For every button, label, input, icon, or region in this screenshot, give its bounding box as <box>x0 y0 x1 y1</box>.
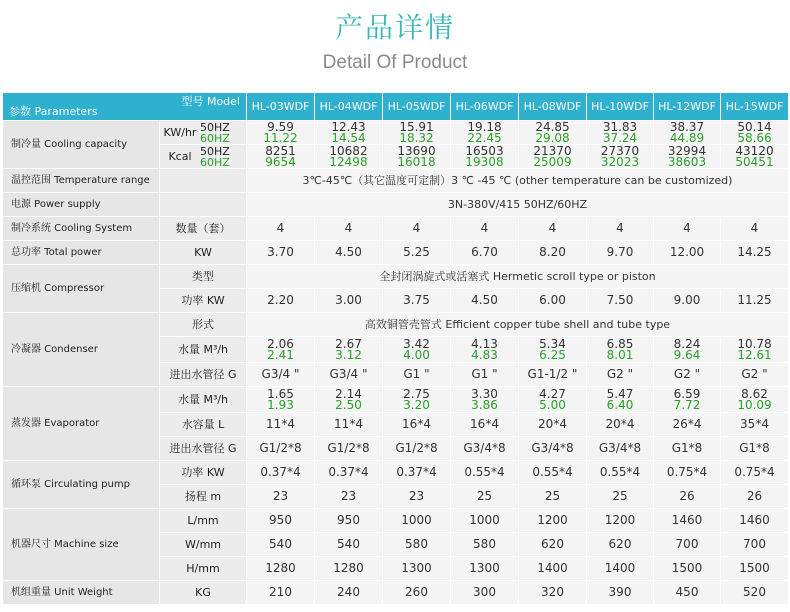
evaporator-volume-cell: 11*4 <box>247 413 315 437</box>
cooling-kcal-value-a: 16503 <box>465 144 504 158</box>
size-h-cell: 1280 <box>247 557 315 581</box>
compressor-power-cell: 2.20 <box>247 289 315 313</box>
evaporator-flow-value-a: 2.75 <box>403 386 430 401</box>
evaporator-flow-value-b: 3.86 <box>471 397 498 412</box>
kcal-unit-cell <box>160 145 247 169</box>
evaporator-flow-cell <box>451 387 519 413</box>
cooling-kw-cell <box>383 121 451 145</box>
total-power-cell: 9.70 <box>587 241 654 265</box>
pump-head-cell: 23 <box>247 485 315 509</box>
evaporator-pipe-cell: G1/2*8 <box>247 437 315 461</box>
hz50-label: 50HZ <box>200 120 230 134</box>
evaporator-pipe-cell: G1/2*8 <box>383 437 451 461</box>
cooling-kw-value-a: 50.14 <box>737 120 772 134</box>
page-title: 产品详情 <box>334 11 455 44</box>
unit-weight-label: 机组重量 Unit Weight <box>3 581 160 605</box>
cooling-system-cell: 4 <box>654 217 721 241</box>
compressor-power-cell: 9.00 <box>654 289 721 313</box>
condenser-pipe-cell: G1-1/2 " <box>519 363 587 387</box>
evaporator-flow-value-a: 8.62 <box>741 386 768 401</box>
cooling-kcal-value-b: 9654 <box>265 154 296 169</box>
size-h-cell: 1280 <box>315 557 383 581</box>
table-row <box>3 461 789 485</box>
evaporator-flow-cell <box>383 387 451 413</box>
cooling-system-sub: 数量（套） <box>160 217 247 241</box>
evaporator-flow-value-a: 1.65 <box>267 386 294 401</box>
size-l-cell: 950 <box>247 509 315 533</box>
evaporator-volume-sub: 水容量 L <box>160 413 247 437</box>
pump-head-cell: 25 <box>587 485 654 509</box>
evaporator-flow-value-a: 4.27 <box>539 386 566 401</box>
size-w-cell: 540 <box>315 533 383 557</box>
cooling-kcal-value-b: 32023 <box>600 154 640 169</box>
evaporator-flow-value-b: 10.09 <box>737 397 772 412</box>
size-h-cell: 1400 <box>519 557 587 581</box>
size-l-cell: 1000 <box>383 509 451 533</box>
table-row <box>3 93 789 121</box>
compressor-type-sub: 类型 <box>160 265 247 289</box>
evaporator-pipe-cell: G1/2*8 <box>315 437 383 461</box>
evaporator-flow-cell <box>721 387 789 413</box>
total-power-cell: 4.50 <box>315 241 383 265</box>
cooling-kcal-value-b: 50451 <box>735 154 774 169</box>
size-h-cell: 1400 <box>587 557 654 581</box>
cooling-system-cell: 4 <box>383 217 451 241</box>
cooling-kw-value-b: 44.89 <box>669 130 705 145</box>
evaporator-flow-value-b: 5.00 <box>539 397 566 412</box>
compressor-power-sub: 功率 KW <box>160 289 247 313</box>
total-power-cell: 8.20 <box>519 241 587 265</box>
cooling-kcal-cell <box>519 145 587 169</box>
cooling-kw-value-b: 18.32 <box>399 130 434 145</box>
evaporator-flow-value-a: 6.59 <box>673 386 701 401</box>
condenser-flow-cell <box>519 337 587 363</box>
condenser-flow-value-b: 2.41 <box>267 347 294 362</box>
cooling-kcal-cell <box>451 145 519 169</box>
power-supply-label: 电源 Power supply <box>3 193 160 217</box>
evaporator-pipe-sub: 进出水管径 G <box>160 437 247 461</box>
hz-stack <box>200 146 230 168</box>
cooling-system-cell: 4 <box>587 217 654 241</box>
cooling-kw-cell <box>451 121 519 145</box>
table-row <box>3 193 789 217</box>
condenser-flow-sub: 水量 M³/h <box>160 337 247 363</box>
size-h-sub: H/mm <box>160 557 247 581</box>
cooling-kcal-cell <box>721 145 789 169</box>
condenser-flow-value-b: 8.01 <box>606 347 634 362</box>
pump-power-cell: 0.75*4 <box>654 461 721 485</box>
compressor-label: 压缩机 Compressor <box>3 265 160 313</box>
table-row <box>3 509 789 533</box>
evaporator-flow-value-b: 3.20 <box>403 397 430 412</box>
cooling-kw-cell <box>315 121 383 145</box>
model-header: HL-15WDF <box>721 93 789 121</box>
size-w-cell: 540 <box>247 533 315 557</box>
cooling-kw-value-b: 37.24 <box>602 130 638 145</box>
evaporator-pipe-cell: G3/4*8 <box>587 437 654 461</box>
unit-weight-sub: KG <box>160 581 247 605</box>
compressor-power-cell: 4.50 <box>451 289 519 313</box>
page-subtitle: Detail Of Product <box>322 52 468 73</box>
pump-power-cell: 0.37*4 <box>247 461 315 485</box>
total-power-cell: 5.25 <box>383 241 451 265</box>
cooling-kw-value-a: 24.85 <box>535 120 570 134</box>
table-row <box>3 217 789 241</box>
condenser-flow-value-a: 5.34 <box>539 336 566 351</box>
unit-weight-cell: 320 <box>519 581 587 605</box>
total-power-cell: 3.70 <box>247 241 315 265</box>
compressor-type-value: 全封闭涡旋式或活塞式 Hermetic scroll type or piston <box>247 265 789 289</box>
evaporator-volume-cell: 35*4 <box>721 413 789 437</box>
table-row <box>3 241 789 265</box>
pump-head-sub: 扬程 m <box>160 485 247 509</box>
condenser-pipe-cell: G1 " <box>383 363 451 387</box>
cooling-kw-cell <box>519 121 587 145</box>
model-header: HL-03WDF <box>247 93 315 121</box>
evaporator-volume-cell: 11*4 <box>315 413 383 437</box>
cooling-kw-value-a: 19.18 <box>467 120 502 134</box>
evaporator-flow-value-b: 1.93 <box>267 397 294 412</box>
pump-head-cell: 26 <box>721 485 789 509</box>
unit-weight-cell: 240 <box>315 581 383 605</box>
size-l-cell: 950 <box>315 509 383 533</box>
condenser-form-sub: 形式 <box>160 313 247 337</box>
condenser-label: 冷凝器 Condenser <box>3 313 160 387</box>
size-w-cell: 620 <box>587 533 654 557</box>
evaporator-flow-value-a: 2.14 <box>335 386 362 401</box>
evaporator-volume-cell: 20*4 <box>519 413 587 437</box>
cooling-kcal-value-b: 12498 <box>329 154 368 169</box>
condenser-flow-cell <box>315 337 383 363</box>
condenser-flow-cell <box>247 337 315 363</box>
evaporator-pipe-cell: G1*8 <box>654 437 721 461</box>
evaporator-label: 蒸发器 Evaporator <box>3 387 160 461</box>
machine-size-label: 机器尺寸 Machine size <box>3 509 160 581</box>
cooling-kcal-value-b: 25009 <box>533 154 572 169</box>
temperature-value: 3℃-45℃（其它温度可定制）3 ℃ -45 ℃ (other temperature can be customized) <box>247 169 789 193</box>
condenser-pipe-cell: G2 " <box>587 363 654 387</box>
condenser-flow-cell <box>451 337 519 363</box>
cooling-kcal-value-a: 8251 <box>265 144 296 158</box>
pump-power-cell: 0.55*4 <box>587 461 654 485</box>
compressor-power-cell: 7.50 <box>587 289 654 313</box>
unit-weight-cell: 210 <box>247 581 315 605</box>
total-power-cell: 12.00 <box>654 241 721 265</box>
model-header: HL-08WDF <box>519 93 587 121</box>
pump-head-cell: 26 <box>654 485 721 509</box>
condenser-flow-value-b: 12.61 <box>737 347 772 362</box>
hz60-label: 60HZ <box>200 155 230 169</box>
compressor-power-cell: 6.00 <box>519 289 587 313</box>
condenser-flow-cell <box>721 337 789 363</box>
model-header: HL-05WDF <box>383 93 451 121</box>
cooling-system-cell: 4 <box>721 217 789 241</box>
evaporator-volume-cell: 16*4 <box>451 413 519 437</box>
cooling-kcal-cell <box>315 145 383 169</box>
size-l-cell: 1200 <box>519 509 587 533</box>
unit-weight-cell: 390 <box>587 581 654 605</box>
cooling-kw-value-a: 9.59 <box>267 120 294 134</box>
size-l-cell: 1200 <box>587 509 654 533</box>
cooling-system-label: 制冷系统 Cooling System <box>3 217 160 241</box>
size-h-cell: 1300 <box>451 557 519 581</box>
cooling-kw-value-a: 38.37 <box>669 120 705 134</box>
condenser-flow-value-a: 8.24 <box>673 336 701 351</box>
hz-stack <box>200 122 230 144</box>
condenser-flow-value-a: 3.42 <box>403 336 430 351</box>
cooling-kcal-cell <box>654 145 721 169</box>
table-row <box>3 169 789 193</box>
cooling-kcal-value-b: 19308 <box>465 154 504 169</box>
cooling-kcal-value-a: 32994 <box>667 144 707 158</box>
evaporator-flow-cell <box>247 387 315 413</box>
cooling-kcal-value-b: 16018 <box>397 154 436 169</box>
cooling-kw-value-b: 29.08 <box>535 130 570 145</box>
model-header: HL-06WDF <box>451 93 519 121</box>
total-power-cell: 14.25 <box>721 241 789 265</box>
evaporator-volume-cell: 16*4 <box>383 413 451 437</box>
condenser-pipe-cell: G3/4 " <box>315 363 383 387</box>
condenser-flow-value-b: 4.83 <box>471 347 498 362</box>
spec-table <box>2 92 789 605</box>
condenser-pipe-cell: G2 " <box>654 363 721 387</box>
cooling-capacity-label: 制冷量 Cooling capacity <box>3 121 160 169</box>
condenser-pipe-cell: G3/4 " <box>247 363 315 387</box>
cooling-kcal-value-a: 27370 <box>600 144 640 158</box>
cooling-kw-value-b: 58.66 <box>737 130 772 145</box>
hz50-label: 50HZ <box>200 144 230 158</box>
pump-power-cell: 0.37*4 <box>383 461 451 485</box>
compressor-power-cell: 11.25 <box>721 289 789 313</box>
cooling-kcal-value-a: 13690 <box>397 144 436 158</box>
kw-unit-cell <box>160 121 247 145</box>
pump-label: 循环泵 Circulating pump <box>3 461 160 509</box>
cooling-kcal-value-a: 21370 <box>533 144 572 158</box>
cooling-kcal-value-b: 38603 <box>667 154 707 169</box>
pump-power-cell: 0.55*4 <box>451 461 519 485</box>
condenser-flow-cell <box>587 337 654 363</box>
total-power-sub: KW <box>160 241 247 265</box>
pump-power-sub: 功率 KW <box>160 461 247 485</box>
kw-unit: KW/hr <box>163 126 197 139</box>
condenser-pipe-cell: G1 " <box>451 363 519 387</box>
table-row <box>3 313 789 337</box>
cooling-kcal-cell <box>247 145 315 169</box>
evaporator-flow-value-b: 6.40 <box>606 397 634 412</box>
cooling-system-cell: 4 <box>315 217 383 241</box>
evaporator-flow-cell <box>519 387 587 413</box>
pump-power-cell: 0.37*4 <box>315 461 383 485</box>
evaporator-volume-cell: 26*4 <box>654 413 721 437</box>
table-row <box>3 581 789 605</box>
cooling-system-cell: 4 <box>451 217 519 241</box>
power-supply-value: 3N-380V/415 50HZ/60HZ <box>247 193 789 217</box>
size-w-cell: 620 <box>519 533 587 557</box>
power-supply-sub <box>160 193 247 217</box>
unit-weight-cell: 300 <box>451 581 519 605</box>
cooling-kw-cell <box>654 121 721 145</box>
compressor-power-cell: 3.75 <box>383 289 451 313</box>
cooling-kw-cell <box>721 121 789 145</box>
model-header: HL-04WDF <box>315 93 383 121</box>
total-power-cell: 6.70 <box>451 241 519 265</box>
cooling-kw-value-a: 15.91 <box>399 120 434 134</box>
evaporator-flow-value-a: 5.47 <box>606 386 634 401</box>
cooling-kw-value-b: 11.22 <box>263 130 298 145</box>
cooling-kw-value-b: 22.45 <box>467 130 502 145</box>
condenser-flow-value-a: 2.67 <box>335 336 362 351</box>
evaporator-flow-value-a: 3.30 <box>471 386 498 401</box>
condenser-pipe-cell: G2 " <box>721 363 789 387</box>
unit-weight-cell: 260 <box>383 581 451 605</box>
size-h-cell: 1300 <box>383 557 451 581</box>
evaporator-flow-sub: 水量 M³/h <box>160 387 247 413</box>
evaporator-pipe-cell: G3/4*8 <box>519 437 587 461</box>
model-header: HL-12WDF <box>654 93 721 121</box>
pump-power-cell: 0.75*4 <box>721 461 789 485</box>
evaporator-flow-cell <box>654 387 721 413</box>
temperature-sub <box>160 169 247 193</box>
kcal-unit: Kcal <box>168 150 192 163</box>
cooling-kcal-value-a: 43120 <box>735 144 774 158</box>
size-l-cell: 1460 <box>721 509 789 533</box>
cooling-kcal-cell <box>587 145 654 169</box>
unit-weight-cell: 450 <box>654 581 721 605</box>
cooling-system-cell: 4 <box>247 217 315 241</box>
cooling-kw-cell <box>587 121 654 145</box>
header-corner <box>3 93 247 121</box>
total-power-label: 总功率 Total power <box>3 241 160 265</box>
compressor-power-cell: 3.00 <box>315 289 383 313</box>
cooling-kw-value-b: 14.54 <box>331 130 366 145</box>
evaporator-flow-cell <box>315 387 383 413</box>
evaporator-flow-cell <box>587 387 654 413</box>
model-label: 型号 Model <box>181 95 240 108</box>
cooling-kcal-cell <box>383 145 451 169</box>
condenser-flow-value-b: 4.00 <box>403 347 430 362</box>
condenser-pipe-sub: 进出水管径 G <box>160 363 247 387</box>
cooling-kw-value-a: 31.83 <box>602 120 638 134</box>
pump-head-cell: 23 <box>383 485 451 509</box>
pump-head-cell: 25 <box>451 485 519 509</box>
cooling-kw-value-a: 12.43 <box>331 120 366 134</box>
size-l-cell: 1000 <box>451 509 519 533</box>
condenser-form-value: 高效铜管壳管式 Efficient copper tube shell and tube type <box>247 313 789 337</box>
size-w-cell: 580 <box>451 533 519 557</box>
cooling-kw-cell <box>247 121 315 145</box>
condenser-flow-value-a: 10.78 <box>737 336 772 351</box>
temperature-range-label: 温控范围 Temperature range <box>3 169 160 193</box>
condenser-flow-value-a: 6.85 <box>606 336 634 351</box>
condenser-flow-cell <box>654 337 721 363</box>
evaporator-flow-value-b: 7.72 <box>673 397 701 412</box>
size-l-cell: 1460 <box>654 509 721 533</box>
params-label: 参数 Parameters <box>9 105 98 118</box>
table-row <box>3 387 789 413</box>
evaporator-flow-value-b: 2.50 <box>335 397 362 412</box>
pump-head-cell: 25 <box>519 485 587 509</box>
size-w-sub: W/mm <box>160 533 247 557</box>
size-l-sub: L/mm <box>160 509 247 533</box>
size-h-cell: 1500 <box>654 557 721 581</box>
cooling-kcal-value-a: 10682 <box>329 144 368 158</box>
condenser-flow-value-b: 3.12 <box>335 347 362 362</box>
table-row <box>3 265 789 289</box>
size-w-cell: 700 <box>654 533 721 557</box>
size-w-cell: 700 <box>721 533 789 557</box>
unit-weight-cell: 520 <box>721 581 789 605</box>
pump-head-cell: 23 <box>315 485 383 509</box>
size-h-cell: 1500 <box>721 557 789 581</box>
condenser-flow-value-b: 9.64 <box>673 347 701 362</box>
table-row <box>3 121 789 145</box>
condenser-flow-cell <box>383 337 451 363</box>
cooling-system-cell: 4 <box>519 217 587 241</box>
size-w-cell: 580 <box>383 533 451 557</box>
evaporator-volume-cell: 20*4 <box>587 413 654 437</box>
model-header: HL-10WDF <box>587 93 654 121</box>
hz60-label: 60HZ <box>200 131 230 145</box>
pump-power-cell: 0.55*4 <box>519 461 587 485</box>
condenser-flow-value-b: 6.25 <box>539 347 566 362</box>
evaporator-pipe-cell: G1*8 <box>721 437 789 461</box>
evaporator-pipe-cell: G3/4*8 <box>451 437 519 461</box>
condenser-flow-value-a: 4.13 <box>471 336 498 351</box>
condenser-flow-value-a: 2.06 <box>267 336 294 351</box>
